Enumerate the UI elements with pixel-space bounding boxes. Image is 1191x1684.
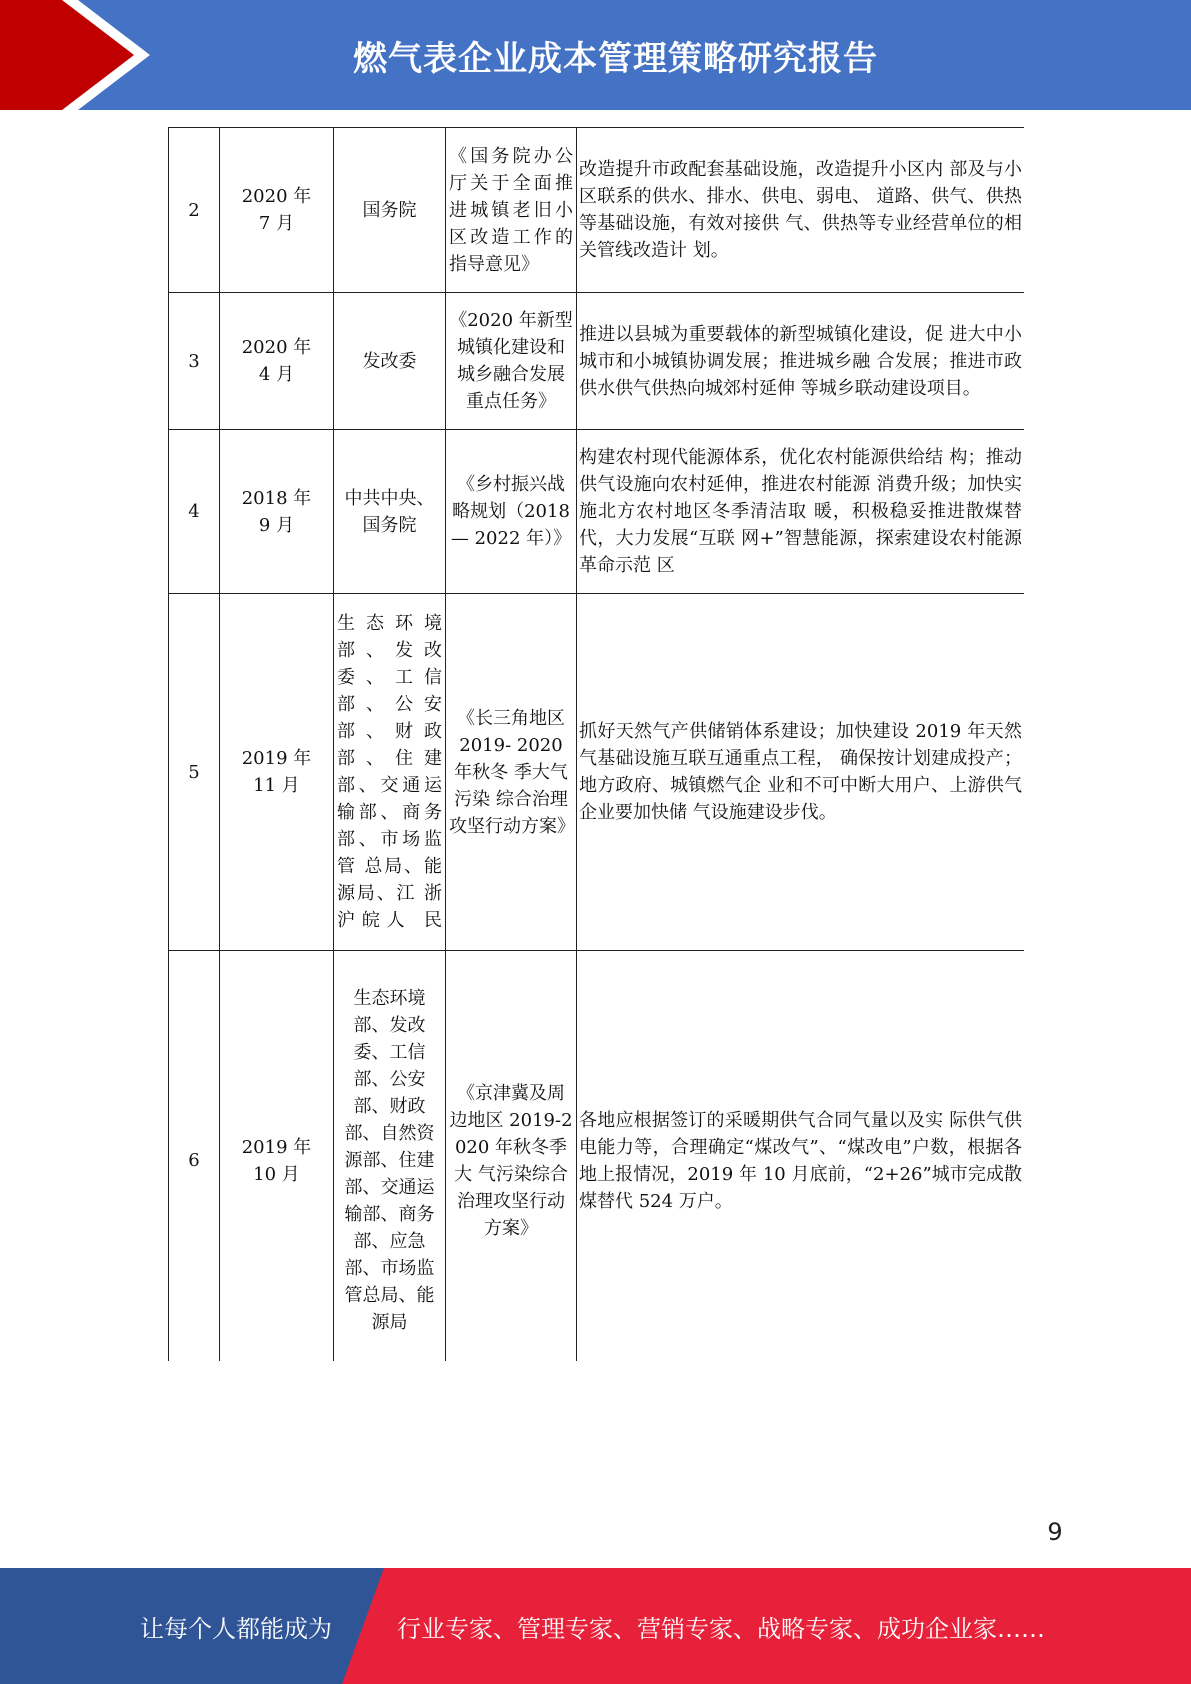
- issue-date: 2019 年 10 月: [220, 951, 334, 1362]
- issuing-agency: 生态环境部、发改委、工信部、公安部、财政部、住建部、交通运输部、商务部、市场监管 总局、能 源局、江 浙沪皖人 民: [334, 594, 446, 951]
- table-row: [169, 430, 1025, 594]
- row-number: 3: [169, 293, 220, 430]
- policy-document: 《京津冀及周边地区 2019-2020 年秋冬季大 气污染综合 治理攻坚行动方案》: [446, 951, 577, 1362]
- table-row: [169, 128, 1025, 293]
- policy-document: 《长三角地区 2019- 2020 年秋冬 季大气污染 综合治理攻坚行动方案》: [446, 594, 577, 951]
- row-number: 2: [169, 128, 220, 293]
- issuing-agency: 国务院: [334, 128, 446, 293]
- row-number: 4: [169, 430, 220, 594]
- chevron-arrow-icon: [0, 0, 160, 110]
- policy-table-container: [168, 127, 1024, 1361]
- policy-content: 推进以县城为重要载体的新型城镇化建设，促 进大中小城市和小城镇协调发展；推进城乡融 合发展；推进市政供水供气供热向城郊村延伸 等城乡联动建设项目。: [577, 293, 1025, 430]
- page-title: 燃气表企业成本管理策略研究报告: [353, 38, 878, 79]
- footer-slogan-left: 让每个人都能成为: [140, 1614, 332, 1643]
- table-row: [169, 293, 1025, 430]
- issuing-agency: 中共中央、国务院: [334, 430, 446, 594]
- policy-content: 各地应根据签订的采暖期供气合同气量以及实 际供气供电能力等，合理确定“煤改气”、“煤改电”户数，根据各地上报情况，2019 年 10 月底前，“2+26”城市完成散煤替代 524 万户。: [577, 951, 1025, 1362]
- page-header: [0, 0, 1191, 110]
- page-number: 9: [1047, 1518, 1063, 1546]
- policy-document: 《国务院办公厅关于全面推进城镇老旧小区改造工作的指导意见》: [446, 128, 577, 293]
- table-row: [169, 951, 1025, 1362]
- footer-slogan-right: 行业专家、管理专家、营销专家、战略专家、成功企业家……: [397, 1614, 1045, 1643]
- issue-date: 2020 年 7 月: [220, 128, 334, 293]
- table-row: [169, 594, 1025, 951]
- policy-table: [168, 127, 1024, 1361]
- policy-document: 《乡村振兴战略规划（2018 — 2022 年）》: [446, 430, 577, 594]
- row-number: 6: [169, 951, 220, 1362]
- issuing-agency: 发改委: [334, 293, 446, 430]
- issue-date: 2020 年 4 月: [220, 293, 334, 430]
- policy-content: 改造提升市政配套基础设施，改造提升小区内 部及与小区联系的供水、排水、供电、弱电、 道路、供气、供热等基础设施，有效对接供 气、供热等专业经营单位的相关管线改造计 划。: [577, 128, 1025, 293]
- page-footer: [0, 1568, 1191, 1684]
- issue-date: 2019 年 11 月: [220, 594, 334, 951]
- policy-document: 《2020 年新型城镇化建设和城乡融合发展重点任务》: [446, 293, 577, 430]
- issue-date: 2018 年 9 月: [220, 430, 334, 594]
- row-number: 5: [169, 594, 220, 951]
- issuing-agency: 生态环境部、发改委、工信部、公安部、财政部、自然资源部、住建部、交通运输部、商务部、应急部、市场监管总局、能源局: [334, 951, 446, 1362]
- policy-content: 构建农村现代能源体系，优化农村能源供给结 构；推动供气设施向农村延伸，推进农村能源 消费升级；加快实施北方农村地区冬季清洁取 暖，积极稳妥推进散煤替代，大力发展“互联 网+”智慧能源，探索建设农村能源革命示范 区: [577, 430, 1025, 594]
- policy-content: 抓好天然气产供储销体系建设；加快建设 2019 年天然气基础设施互联互通重点工程， 确保按计划建成投产；地方政府、城镇燃气企 业和不可中断大用户、上游供气企业要加快储 气设施建设步伐。: [577, 594, 1025, 951]
